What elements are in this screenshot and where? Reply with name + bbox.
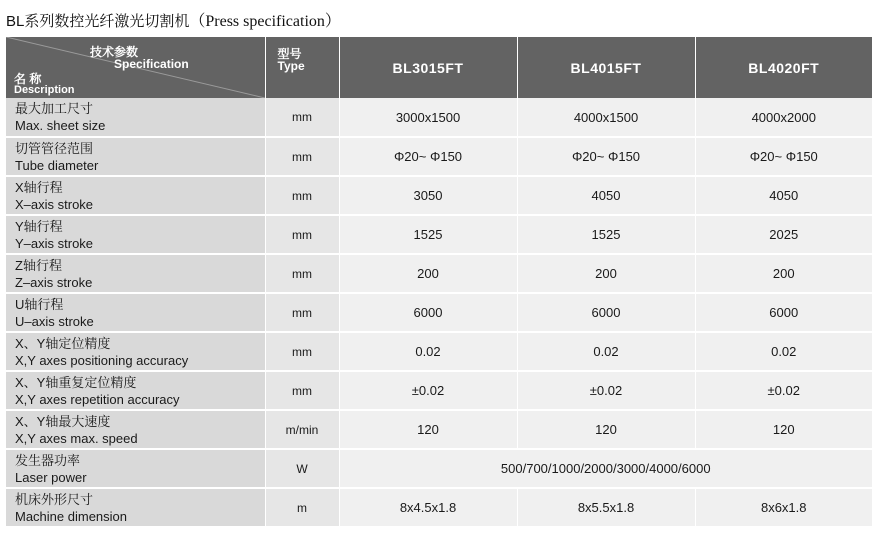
- param-cn: 机床外形尺寸: [15, 491, 94, 507]
- param-en: Max. sheet size: [15, 118, 106, 133]
- unit-cell: mm: [265, 332, 339, 371]
- page-title: [6, 8, 341, 31]
- table-row: [6, 332, 872, 371]
- value-cell: Φ20~ Φ150: [339, 137, 517, 176]
- param-en: X–axis stroke: [15, 196, 94, 212]
- merged-value-cell: 500/700/1000/2000/3000/4000/6000: [339, 449, 872, 488]
- header-param-cn: 技术参数: [90, 45, 139, 59]
- spec-table: [6, 37, 872, 528]
- table-row: [6, 98, 872, 137]
- value-cell: 8x5.5x1.8: [517, 488, 695, 527]
- value-cell: 0.02: [695, 332, 872, 371]
- value-cell: 8x6x1.8: [695, 488, 872, 527]
- value-cell: 4050: [517, 176, 695, 215]
- value-cell: 0.02: [517, 332, 695, 371]
- unit-cell: mm: [265, 215, 339, 254]
- param-en: X,Y axes repetition accuracy: [15, 391, 180, 407]
- value-cell: 4000x2000: [695, 98, 872, 137]
- param-cn: X、Y轴最大速度: [15, 413, 111, 429]
- value-cell: 200: [695, 254, 872, 293]
- value-cell: 120: [339, 410, 517, 449]
- param-cn: X、Y轴定位精度: [15, 335, 111, 351]
- header-row: [6, 37, 872, 98]
- param-cn: 发生器功率: [15, 452, 81, 468]
- table-row: [6, 137, 872, 176]
- param-cn: 最大加工尺寸: [15, 101, 94, 116]
- param-en: Y–axis stroke: [15, 235, 94, 251]
- header-model: BL4020FT: [695, 37, 872, 98]
- param-cell: [6, 293, 265, 332]
- value-cell: ±0.02: [695, 371, 872, 410]
- param-cell: [6, 488, 265, 527]
- param-en: Laser power: [15, 469, 87, 485]
- param-cell: [6, 137, 265, 176]
- value-cell: 200: [339, 254, 517, 293]
- value-cell: 120: [695, 410, 872, 449]
- param-cn: 切管管径范围: [15, 140, 94, 156]
- table-row: [6, 176, 872, 215]
- header-type: [265, 37, 339, 98]
- table-row: [6, 410, 872, 449]
- param-en: Tube diameter: [15, 157, 99, 173]
- header-model: BL3015FT: [339, 37, 517, 98]
- param-cell: [6, 215, 265, 254]
- param-cn: Z轴行程: [15, 257, 62, 273]
- header-type-en: Type: [277, 59, 305, 73]
- value-cell: 3000x1500: [339, 98, 517, 137]
- param-cn: Y轴行程: [15, 218, 63, 234]
- param-cell: [6, 254, 265, 293]
- table-row: [6, 215, 872, 254]
- param-cell: [6, 98, 265, 137]
- param-cn: U轴行程: [15, 296, 64, 312]
- header-type-cn: 型号: [277, 47, 302, 61]
- param-cell: [6, 332, 265, 371]
- param-cn: X轴行程: [15, 179, 63, 195]
- param-en: U–axis stroke: [15, 313, 94, 329]
- header-name-cn: 名 称: [14, 72, 42, 86]
- param-cell: [6, 410, 265, 449]
- unit-cell: mm: [265, 137, 339, 176]
- value-cell: 120: [517, 410, 695, 449]
- unit-cell: m: [265, 488, 339, 527]
- header-name-en: Description: [14, 84, 75, 96]
- header-model: BL4015FT: [517, 37, 695, 98]
- unit-cell: mm: [265, 176, 339, 215]
- value-cell: 1525: [517, 215, 695, 254]
- value-cell: 3050: [339, 176, 517, 215]
- table-row: [6, 488, 872, 527]
- table-row: [6, 293, 872, 332]
- unit-cell: W: [265, 449, 339, 488]
- table-row: [6, 371, 872, 410]
- value-cell: 200: [517, 254, 695, 293]
- value-cell: 4050: [695, 176, 872, 215]
- unit-cell: mm: [265, 293, 339, 332]
- value-cell: ±0.02: [339, 371, 517, 410]
- param-cn: X、Y轴重复定位精度: [15, 374, 137, 390]
- unit-cell: mm: [265, 254, 339, 293]
- table-row: [6, 254, 872, 293]
- param-en: Machine dimension: [15, 508, 128, 524]
- value-cell: ±0.02: [517, 371, 695, 410]
- value-cell: 0.02: [339, 332, 517, 371]
- param-cell: [6, 176, 265, 215]
- header-corner: [6, 37, 265, 98]
- value-cell: 1525: [339, 215, 517, 254]
- header-param-en: Specification: [114, 57, 189, 71]
- value-cell: 6000: [517, 293, 695, 332]
- param-cell: [6, 449, 265, 488]
- param-en: X,Y axes max. speed: [15, 430, 138, 446]
- value-cell: Φ20~ Φ150: [517, 137, 695, 176]
- value-cell: 2025: [695, 215, 872, 254]
- param-cell: [6, 371, 265, 410]
- value-cell: 6000: [695, 293, 872, 332]
- value-cell: Φ20~ Φ150: [695, 137, 872, 176]
- title-cn: BL系列数控光纤激光切割机: [6, 13, 190, 30]
- value-cell: 8x4.5x1.8: [339, 488, 517, 527]
- table-row: [6, 449, 872, 488]
- title-en: （Press specification）: [189, 13, 341, 30]
- param-en: X,Y axes positioning accuracy: [15, 352, 189, 368]
- value-cell: 6000: [339, 293, 517, 332]
- value-cell: 4000x1500: [517, 98, 695, 137]
- unit-cell: mm: [265, 371, 339, 410]
- unit-cell: mm: [265, 98, 339, 137]
- unit-cell: m/min: [265, 410, 339, 449]
- param-en: Z–axis stroke: [15, 274, 93, 290]
